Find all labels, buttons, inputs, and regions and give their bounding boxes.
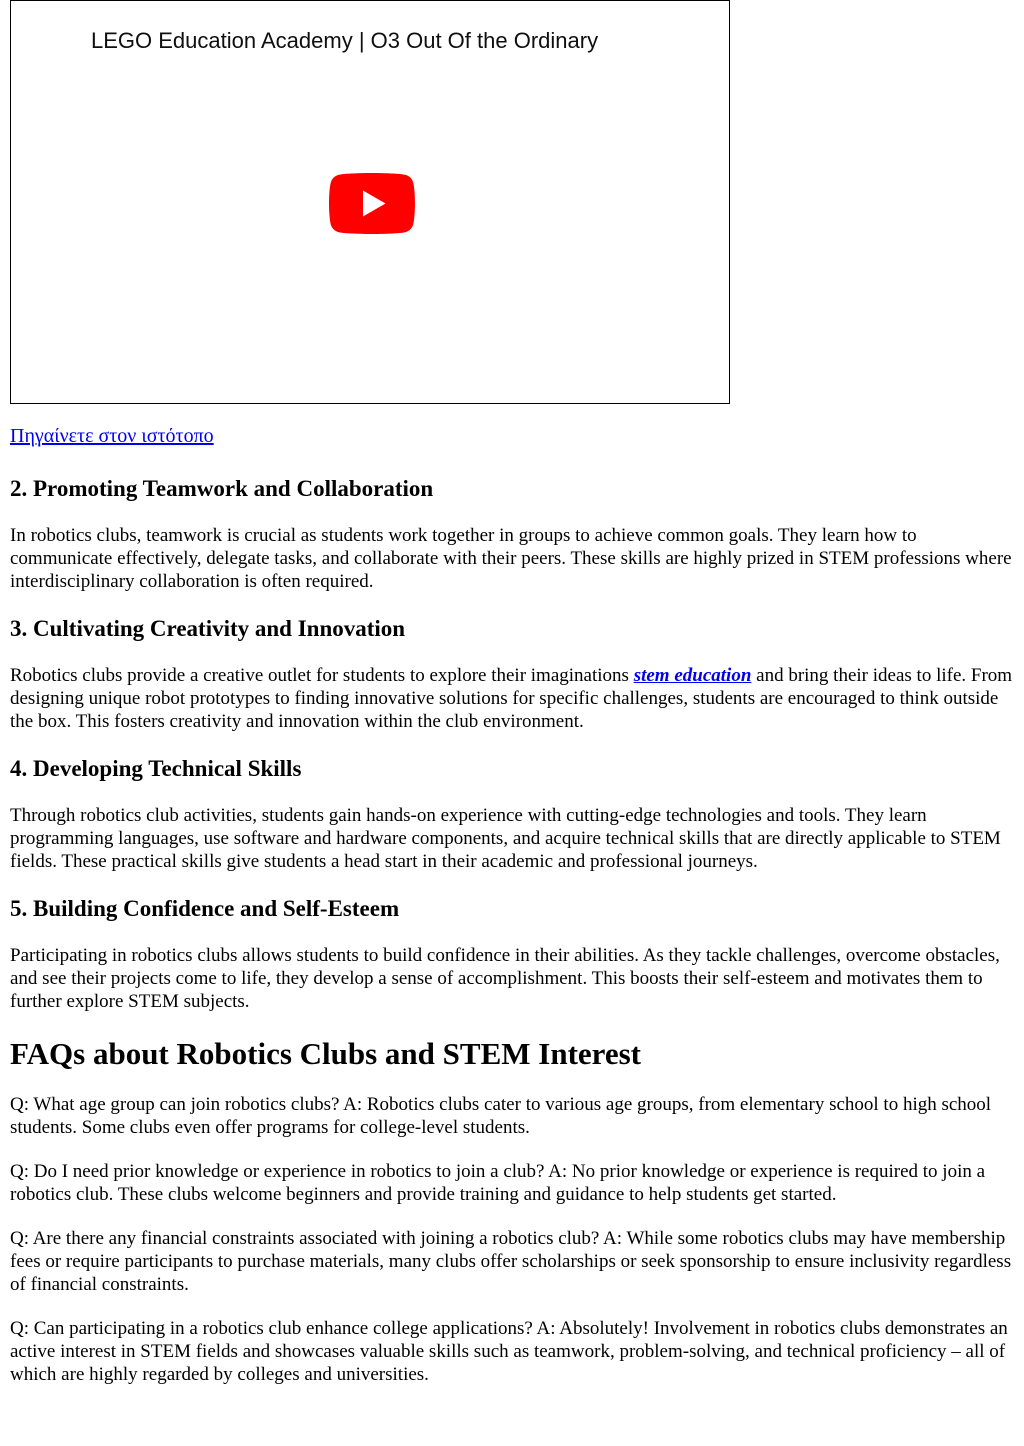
- article-content: [10, 474, 1014, 1407]
- faq-item: Q: What age group can join robotics clubs? A: Robotics clubs cater to various age groups, from elementary school to high school students. Some clubs even offer programs for college-level students.: [10, 1094, 992, 1138]
- video-embed[interactable]: [10, 0, 730, 404]
- body-text: Robotics clubs provide a creative outlet for students to explore their imaginations: [10, 665, 634, 686]
- section-heading: 4. Developing Technical Skills: [10, 756, 302, 781]
- body-text: and bring their ideas to life. From designing unique robot prototypes to finding innovative solutions for specific challenges, students are encouraged to think outside the box. This fosters creativity and innovation within the club environment.: [10, 665, 1013, 732]
- faq-list: [10, 1093, 1014, 1386]
- faq-item: Q: Can participating in a robotics club enhance college applications? A: Absolutely! Involvement in robotics clubs demonstrates an active interest in STEM fields and showcases valuable skills such as teamwork, problem-solving, and technical proficiency – all of which are highly regarded by colleges and universities.: [10, 1318, 1008, 1385]
- section-heading: 3. Cultivating Creativity and Innovation: [10, 616, 406, 641]
- section-body: In robotics clubs, teamwork is crucial as students work together in groups to achieve common goals. They learn how to communicate effectively, delegate tasks, and collaborate with their peers. These skills are highly prized in STEM professions where interdisciplinary collaboration is often required.: [10, 525, 1012, 592]
- faq-heading: FAQs about Robotics Clubs and STEM Interest: [10, 1036, 642, 1071]
- section-heading: 2. Promoting Teamwork and Collaboration: [10, 476, 434, 501]
- video-title[interactable]: LEGO Education Academy | O3 Out Of the Ordinary: [91, 28, 599, 53]
- youtube-play-icon[interactable]: [329, 173, 415, 234]
- section-body: Through robotics club activities, students gain hands-on experience with cutting-edge technologies and tools. They learn programming languages, use software and hardware components, and acquire technical skills that are directly applicable to STEM fields. These practical skills give students a head start in their academic and professional journeys.: [10, 805, 1001, 872]
- faq-item: Q: Are there any financial constraints associated with joining a robotics club? A: While some robotics clubs may have membership fees or require participants to purchase materials, many clubs offer scholarships or seek sponsorship to ensure inclusivity regardless of financial constraints.: [10, 1228, 1012, 1295]
- section-body: Participating in robotics clubs allows students to build confidence in their abilities. As they tackle challenges, overcome obstacles, and see their projects come to life, they develop a sense of accomplishment. This boosts their self-esteem and motivates them to further explore STEM subjects.: [10, 945, 1000, 1012]
- faq-item: Q: Do I need prior knowledge or experience in robotics to join a club? A: No prior knowledge or experience is required to join a robotics club. These clubs welcome beginners and provide training and guidance to help students get started.: [10, 1161, 986, 1205]
- go-to-website-link[interactable]: Πηγαίνετε στον ιστότοπο: [10, 425, 214, 447]
- section-body: [10, 664, 1014, 733]
- section-heading: 5. Building Confidence and Self-Esteem: [10, 896, 400, 921]
- stem-education-link[interactable]: stem education: [633, 665, 752, 686]
